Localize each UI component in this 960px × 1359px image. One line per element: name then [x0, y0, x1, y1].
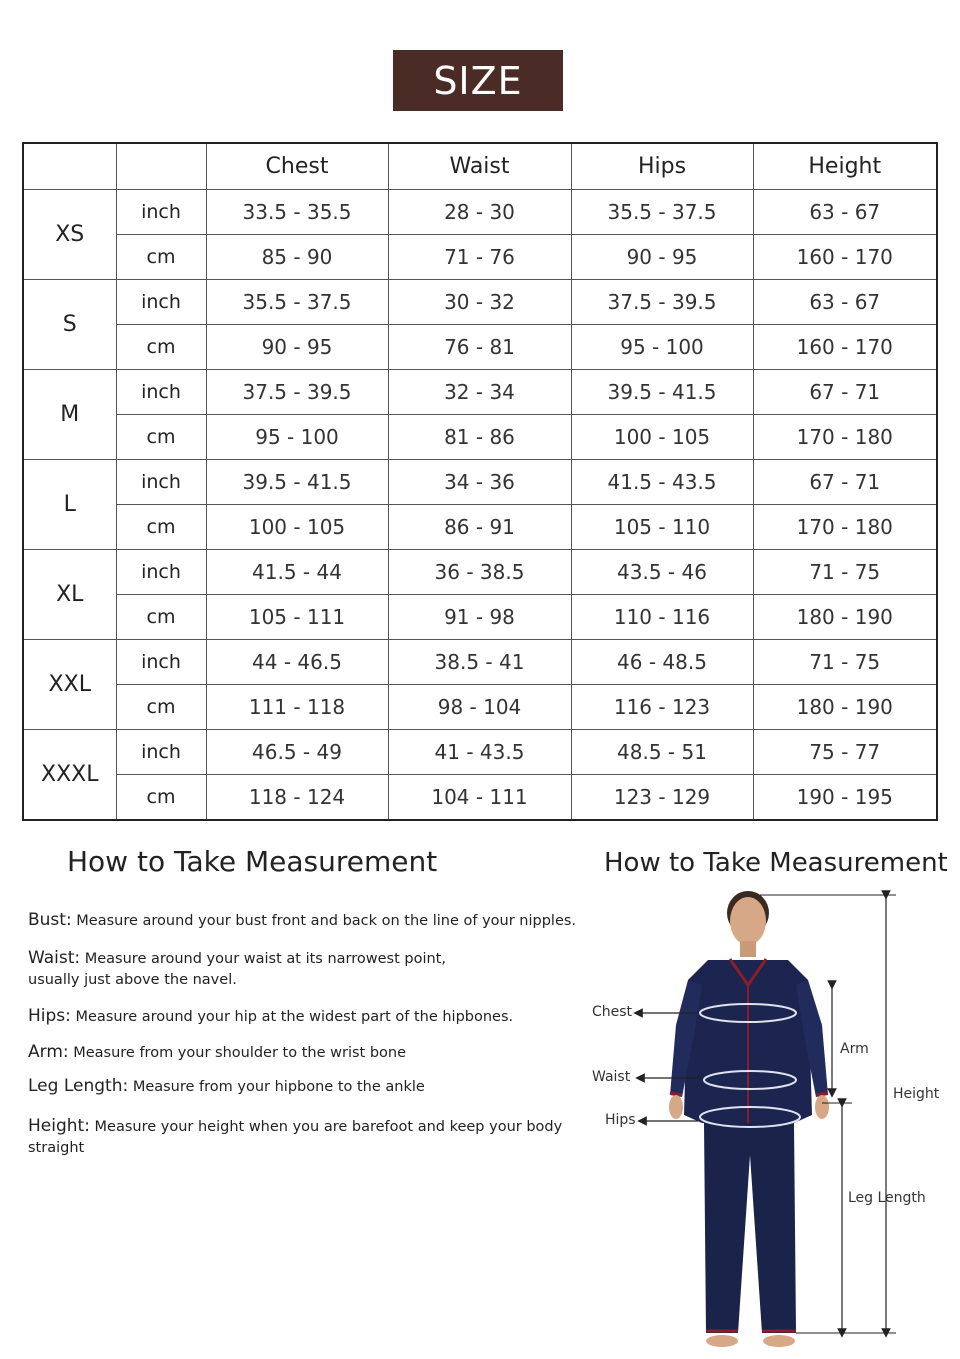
- size-banner: [393, 50, 563, 111]
- table-row: [23, 370, 937, 415]
- table-row: [23, 640, 937, 685]
- chest-label: Chest: [592, 1004, 633, 1020]
- size-label: XL: [23, 550, 116, 640]
- model-left-hand: [669, 1095, 683, 1119]
- pajama-model-illustration: [590, 885, 960, 1355]
- unit-label: inch: [116, 460, 206, 505]
- size-label: M: [23, 370, 116, 460]
- measurement-cell: 90 - 95: [206, 325, 388, 370]
- header-height: Height: [753, 143, 937, 190]
- measurement-cell: 71 - 75: [753, 640, 937, 685]
- size-label: L: [23, 460, 116, 550]
- measurement-cell: 28 - 30: [388, 190, 571, 235]
- model-pants: [704, 1123, 796, 1333]
- table-row: [23, 190, 937, 235]
- arm-label: Arm: [840, 1041, 869, 1057]
- measure-item-bust: [28, 910, 588, 932]
- measurement-cell: 105 - 111: [206, 595, 388, 640]
- unit-label: inch: [116, 280, 206, 325]
- measurement-cell: 44 - 46.5: [206, 640, 388, 685]
- measurement-cell: 39.5 - 41.5: [206, 460, 388, 505]
- measurement-cell: 90 - 95: [571, 235, 753, 280]
- model-right-foot: [763, 1335, 795, 1347]
- measure-term: Leg Length:: [28, 1076, 129, 1096]
- model-cuff-right: [816, 1093, 828, 1095]
- measure-term: Bust:: [28, 910, 72, 930]
- measurement-cell: 43.5 - 46: [571, 550, 753, 595]
- measurement-cell: 41.5 - 43.5: [571, 460, 753, 505]
- measurement-cell: 170 - 180: [753, 415, 937, 460]
- model-right-hand: [815, 1095, 829, 1119]
- measurement-cell: 91 - 98: [388, 595, 571, 640]
- table-row: [23, 280, 937, 325]
- header-blank: [23, 143, 116, 190]
- measurement-cell: 180 - 190: [753, 595, 937, 640]
- measurement-cell: 95 - 100: [571, 325, 753, 370]
- measure-item-leg-length: [28, 1076, 588, 1098]
- measure-text: Measure around your waist at its narrowest point, usually just above the navel.: [28, 951, 446, 988]
- table-row: [23, 235, 937, 280]
- measurement-cell: 67 - 71: [753, 460, 937, 505]
- measurement-cell: 63 - 67: [753, 190, 937, 235]
- waist-label: Waist: [592, 1069, 631, 1085]
- measure-term: Hips:: [28, 1006, 71, 1026]
- measurement-cell: 160 - 170: [753, 235, 937, 280]
- table-row: [23, 775, 937, 821]
- table-row: [23, 595, 937, 640]
- unit-label: cm: [116, 595, 206, 640]
- measurement-cell: 37.5 - 39.5: [571, 280, 753, 325]
- table-row: [23, 685, 937, 730]
- measurement-cell: 86 - 91: [388, 505, 571, 550]
- unit-label: cm: [116, 415, 206, 460]
- measurement-cell: 38.5 - 41: [388, 640, 571, 685]
- measurement-cell: 48.5 - 51: [571, 730, 753, 775]
- measure-text: Measure around your bust front and back on the line of your nipples.: [76, 913, 577, 929]
- unit-label: inch: [116, 730, 206, 775]
- measurement-cell: 110 - 116: [571, 595, 753, 640]
- size-banner-title: SIZE: [433, 58, 523, 103]
- header-hips: Hips: [571, 143, 753, 190]
- measurement-cell: 160 - 170: [753, 325, 937, 370]
- measurement-cell: 32 - 34: [388, 370, 571, 415]
- figure-title: How to Take Measurement: [604, 848, 948, 878]
- measure-term: Height:: [28, 1116, 90, 1136]
- height-label: Height: [893, 1086, 940, 1102]
- measure-item-height: [28, 1116, 588, 1159]
- measurement-cell: 71 - 76: [388, 235, 571, 280]
- size-label: XS: [23, 190, 116, 280]
- unit-label: cm: [116, 685, 206, 730]
- size-label: XXL: [23, 640, 116, 730]
- measure-item-arm: [28, 1042, 588, 1064]
- measurement-cell: 85 - 90: [206, 235, 388, 280]
- measure-item-hips: [28, 1006, 588, 1028]
- measurement-cell: 104 - 111: [388, 775, 571, 821]
- measurement-cell: 95 - 100: [206, 415, 388, 460]
- measurement-cell: 35.5 - 37.5: [571, 190, 753, 235]
- unit-label: cm: [116, 235, 206, 280]
- table-row: [23, 550, 937, 595]
- size-label: XXXL: [23, 730, 116, 821]
- measurement-cell: 98 - 104: [388, 685, 571, 730]
- measurement-cell: 100 - 105: [571, 415, 753, 460]
- measurement-cell: 190 - 195: [753, 775, 937, 821]
- measurement-cell: 100 - 105: [206, 505, 388, 550]
- header-chest: Chest: [206, 143, 388, 190]
- measure-term: Waist:: [28, 948, 81, 968]
- unit-label: cm: [116, 505, 206, 550]
- table-header-row: [23, 143, 937, 190]
- unit-label: cm: [116, 775, 206, 821]
- measurement-cell: 71 - 75: [753, 550, 937, 595]
- measurement-cell: 33.5 - 35.5: [206, 190, 388, 235]
- measurement-cell: 36 - 38.5: [388, 550, 571, 595]
- measurement-cell: 118 - 124: [206, 775, 388, 821]
- measurement-cell: 67 - 71: [753, 370, 937, 415]
- measure-text: Measure from your hipbone to the ankle: [132, 1079, 425, 1095]
- model-left-foot: [706, 1335, 738, 1347]
- size-label: S: [23, 280, 116, 370]
- measure-text: Measure your height when you are barefoot and keep your body straight: [28, 1119, 563, 1156]
- measurement-cell: 180 - 190: [753, 685, 937, 730]
- measurement-cell: 41.5 - 44: [206, 550, 388, 595]
- header-blank: [116, 143, 206, 190]
- table-row: [23, 325, 937, 370]
- measure-text: Measure from your shoulder to the wrist bone: [73, 1045, 407, 1061]
- measurement-cell: 105 - 110: [571, 505, 753, 550]
- hips-label: Hips: [605, 1112, 636, 1128]
- measurement-cell: 63 - 67: [753, 280, 937, 325]
- measurement-cell: 116 - 123: [571, 685, 753, 730]
- measurement-cell: 81 - 86: [388, 415, 571, 460]
- measurement-cell: 39.5 - 41.5: [571, 370, 753, 415]
- measurement-cell: 35.5 - 37.5: [206, 280, 388, 325]
- measurement-cell: 111 - 118: [206, 685, 388, 730]
- model-cuff-left: [670, 1093, 682, 1095]
- model-head: [730, 897, 766, 945]
- size-chart-table: [22, 142, 938, 821]
- how-to-measure-title: How to Take Measurement: [67, 845, 438, 878]
- unit-label: inch: [116, 190, 206, 235]
- measurement-cell: 34 - 36: [388, 460, 571, 505]
- table-row: [23, 460, 937, 505]
- table-row: [23, 505, 937, 550]
- measure-text: Measure around your hip at the widest part of the hipbones.: [75, 1009, 514, 1025]
- measure-term: Arm:: [28, 1042, 69, 1062]
- table-row: [23, 730, 937, 775]
- unit-label: inch: [116, 370, 206, 415]
- measurement-cell: 37.5 - 39.5: [206, 370, 388, 415]
- leg-length-label: Leg Length: [848, 1190, 926, 1206]
- measurement-cell: 46 - 48.5: [571, 640, 753, 685]
- table-row: [23, 415, 937, 460]
- measurement-cell: 41 - 43.5: [388, 730, 571, 775]
- unit-label: inch: [116, 550, 206, 595]
- measurement-cell: 75 - 77: [753, 730, 937, 775]
- measurement-cell: 123 - 129: [571, 775, 753, 821]
- measurement-figure: [590, 885, 960, 1355]
- model-neck: [740, 941, 756, 957]
- unit-label: inch: [116, 640, 206, 685]
- measurement-cell: 76 - 81: [388, 325, 571, 370]
- measure-item-waist: [28, 948, 488, 991]
- header-waist: Waist: [388, 143, 571, 190]
- measurement-cell: 170 - 180: [753, 505, 937, 550]
- unit-label: cm: [116, 325, 206, 370]
- measurement-cell: 46.5 - 49: [206, 730, 388, 775]
- measurement-cell: 30 - 32: [388, 280, 571, 325]
